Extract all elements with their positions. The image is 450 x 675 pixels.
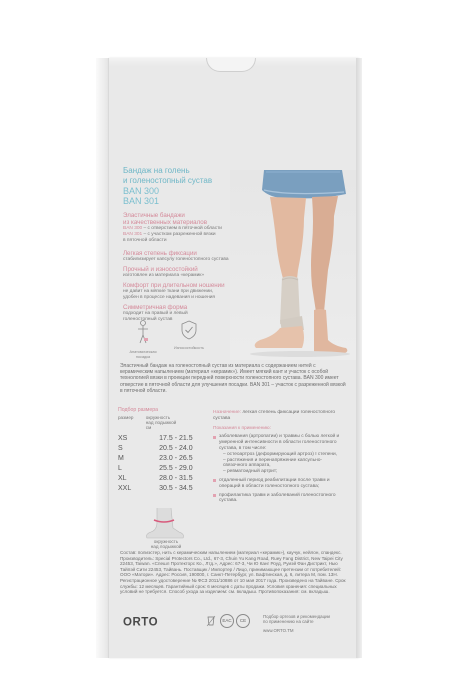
feature-text: изготовлен из материала «керамик» [123,273,205,278]
product-title [123,166,212,185]
size-label: XXL [118,484,132,492]
feature-text: подходит на правый и левый [123,311,188,316]
size-label: XL [118,474,127,482]
indication-item: профилактика травм и заболеваний голеностопного сустава. [213,493,343,505]
model-code: BAN 300 [123,186,160,196]
size-label: XS [118,434,128,442]
measure-caption-line: над лодыжкой [150,544,182,550]
col-header-line: окружность [145,415,171,420]
model-code: BAN 301 [123,196,160,206]
feature-text: голеностопный сустав [123,316,173,322]
feature-text: в пяточной области [123,237,167,243]
box-side-right [356,58,362,658]
size-table-header [118,415,206,433]
feature-text: стабилизирует капсулу голеностопного сустава [123,257,229,262]
indication-subitem: – остеоартроз (деформирующий артроз) I степени, [223,451,337,457]
product-photo [230,170,356,360]
size-label: L [118,464,122,472]
size-range: 28.0 - 31.5 [159,474,193,482]
trash-bin-icon [206,614,216,627]
feature-heading: Комфорт при длительном ношении [123,282,225,289]
measure-caption-line: окружность [153,539,179,544]
size-label: M [118,454,124,462]
indication-item: отдаленный период реабилитации после травм и операций в области голеностопного сустава; [213,478,343,490]
col-header-line: над лодыжкой [145,420,177,425]
table-row [118,433,206,443]
website-link: www.ORTO.TM [263,627,294,633]
size-chart [118,407,208,493]
table-row [118,443,206,453]
certification-marks [206,614,260,628]
feature-heading: из качественных материалов [123,219,208,226]
icon-caption: посадка [135,354,151,359]
col-header-line: см [145,425,152,430]
table-row [118,483,206,493]
size-range: 17.5 - 21.5 [159,434,193,442]
ankle-measure-icon [143,508,187,540]
contact-line: по применению на сайте [263,619,314,625]
svg-text:ORTO: ORTO [123,616,159,627]
table-row [118,473,206,483]
feature-heading: Эластичные бандажи [123,212,185,219]
indication-item: заболевания (артропатии) и травмы с болью легкой и умеренной интенсивности в области голеностопного сустава, в том числе: [213,434,343,451]
feature-materials [123,212,249,243]
purpose-text: легкая степень фиксации голеностопного сустава [213,410,336,421]
feature-heading: Легкая степень фиксации [123,250,197,257]
feature-comfort [123,282,249,301]
contact-line: Подбор ортезов и рекомендации [263,614,331,619]
size-table [118,415,206,493]
feature-icons [123,319,223,365]
icon-caption: Износостойкость [174,346,204,350]
product-title-line: Бандаж на голень [123,166,190,175]
feature-text: удобен в процессе надевания и ношения [123,294,215,300]
product-title-line: и голеностопный сустав [123,175,213,185]
model-ref: BAN 300 [123,226,143,231]
size-range: 20.5 - 24.0 [159,444,193,452]
box-side-left [96,58,108,658]
feature-durable [123,266,249,279]
feature-text-part: – с участком разреженной вязки [142,231,216,237]
eac-mark: EAC [220,614,234,628]
feature-text-part: – с отверстием в пяточной области [142,226,222,231]
feature-fixation [123,250,249,263]
size-range: 25.5 - 29.0 [159,464,193,472]
composition-text: Состав: полиэстер, нить с керамическим напылением (материал «керамик»), каучук, нейлон, спандекс. Производитель: Special Protectors Co., Ltd., 67-3, Chuin Yu Kang Road, Ruey Fang District, New Taipei City 22453, Taiwan. «Спешл Протекторс Ко., Лтд.», Адрес: 67-3, Чи Ю Канг Роуд, Руиэй Фан Дистрикт, Нью Тайпэй Сити 22453, Тайвань. Поставщик / Импортер / Лицо, принимающее претензии от потребителей: ООО «Матори». Адрес: Россия, 190000, г. Санкт-Петербург, ул. Бафтинская, д. 6, литера М, пом. 13Н. Регистрационное удостоверение № ФСЗ 2011/10886 от 10 мая 2017 года. Произведено на Тайване. Срок службы: 12 месяцев. Гарантийный срок: 6 месяцев с даты продажи. Условия хранения: специальных условий не требуется. Способ ухода за изделием: см. вкладыш. Противопоказания: см. вкладыш. [120,550,346,595]
size-label: S [118,444,123,452]
contact-info [263,614,355,633]
icon-caption: Анатомическая [129,350,157,354]
hang-tab [206,58,256,72]
size-col-header: размер [118,415,134,420]
feature-icon-wear [169,319,209,351]
indication-subitem: – ревматоидный артрит; [223,469,278,475]
feature-text: не давит на мягкие ткани при движении, [123,289,214,294]
measure-caption [140,539,192,550]
feature-heading: Симметричная форма [123,304,188,311]
indications-heading: Показания к применению: [213,425,271,431]
anatomical-fit-icon [133,319,153,345]
size-range: 30.5 - 34.5 [159,484,193,492]
product-models [123,186,159,206]
purpose-label: Назначение: [213,410,241,415]
orto-logo [123,615,171,627]
product-description: Эластичный бандаж на голеностопный сустав из материала с содержанием нитей с керамическим напылением (материал «керамик»). Имеет мягкий кант и участок с особой технологией вязки в проекции передней поверхности голеностопного сустава. BAN 300 имеет отверстие в пяточной области для улучшения посадки. BAN 301 – участок с разреженной вязкой в пяточной области. [120,363,346,394]
circumference-col-header [146,415,206,433]
purpose [213,410,343,422]
table-row [118,453,206,463]
size-range: 23.0 - 26.5 [159,454,193,462]
feature-icon-anatomical [123,319,163,359]
model-ref: BAN 301 [123,231,143,237]
ce-mark: CE [236,614,250,628]
wear-resistance-icon [179,319,199,341]
indications [213,410,343,504]
indication-subitem: – растяжения и перенапряжение капсульно-связочного аппарата, [223,457,322,469]
table-row [118,463,206,473]
size-chart-heading: Подбор размера [118,407,159,413]
feature-heading: Прочный и износостойкий [123,266,198,273]
